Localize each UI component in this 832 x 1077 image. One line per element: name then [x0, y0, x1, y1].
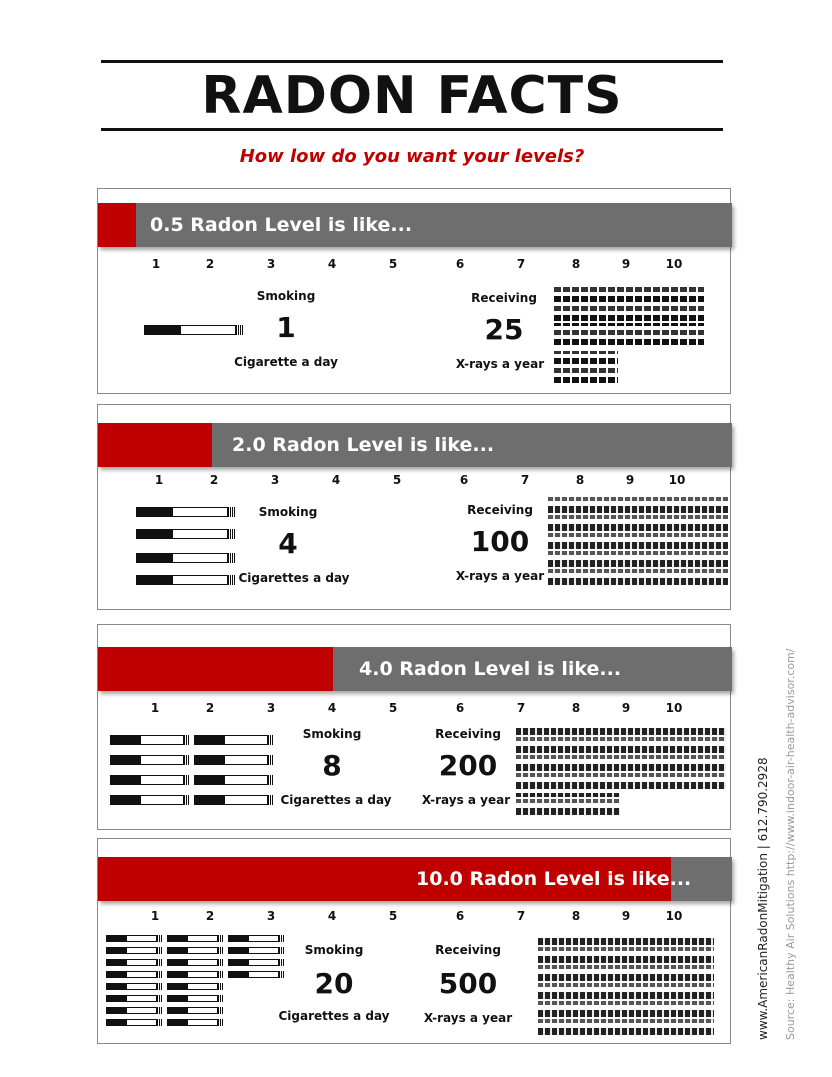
scale-number: 2 [205, 257, 215, 271]
xray-caption: X-rays a year [423, 1011, 513, 1025]
scale-number: 9 [625, 473, 635, 487]
scale-number: 6 [455, 701, 465, 715]
scale-number: 5 [392, 473, 402, 487]
cigarette-count: 8 [322, 749, 342, 782]
xray-caption: X-rays a year [421, 793, 511, 807]
contact-info: www.AmericanRadonMitigation | 612.790.2928 [756, 757, 770, 1040]
smoking-label: Smoking [304, 943, 364, 957]
receiving-label: Receiving [435, 943, 501, 957]
xray-count: 100 [470, 525, 530, 558]
cigarette-icon [167, 995, 223, 1002]
page-subtitle: How low do you want your levels? [239, 146, 585, 167]
scale-number: 4 [327, 257, 337, 271]
panel-level-0-5 [97, 188, 731, 394]
scale-number: 4 [327, 909, 337, 923]
scale-number: 3 [266, 701, 276, 715]
cigarette-icon [106, 1019, 162, 1026]
cigarette-icon [228, 971, 284, 978]
xray-people-icons [554, 323, 704, 347]
scale-number: 8 [571, 701, 581, 715]
cigarette-icon [106, 971, 162, 978]
cigarette-icon [194, 735, 274, 745]
panel-level-10-0 [97, 838, 731, 1044]
level-bar [98, 423, 732, 467]
level-bar [98, 857, 732, 901]
cigarette-icon [110, 735, 190, 745]
scale-number: 7 [520, 473, 530, 487]
scale-number: 9 [621, 701, 631, 715]
cigarette-icon [167, 947, 223, 954]
cigarette-icon [194, 755, 274, 765]
scale-number: 10 [665, 701, 683, 715]
scale-number: 3 [266, 909, 276, 923]
smoking-label: Smoking [256, 289, 316, 303]
scale-number: 10 [665, 909, 683, 923]
receiving-label: Receiving [471, 291, 537, 305]
xray-count: 200 [438, 749, 498, 782]
cigarette-icon [167, 935, 223, 942]
scale-number: 8 [571, 909, 581, 923]
cigarette-icon [110, 775, 190, 785]
cigarette-icon [136, 553, 236, 563]
cigarette-count: 20 [314, 967, 354, 1000]
cigarette-icon [106, 935, 162, 942]
cigarette-icon [106, 983, 162, 990]
cigarette-icon [167, 1007, 223, 1014]
scale-number: 1 [150, 909, 160, 923]
cigarette-icon [144, 325, 244, 335]
scale-number: 3 [266, 257, 276, 271]
cigarette-icon-grid [106, 935, 296, 1031]
scale-number: 6 [455, 909, 465, 923]
cigarette-count: 4 [278, 527, 298, 560]
scale-number: 3 [270, 473, 280, 487]
cigarette-icon [167, 971, 223, 978]
level-bar-fill [98, 203, 136, 247]
scale-number: 5 [388, 701, 398, 715]
cigarette-icon [167, 1019, 223, 1026]
receiving-label: Receiving [467, 503, 533, 517]
cigarette-icon [110, 755, 190, 765]
smoking-label: Smoking [302, 727, 362, 741]
receiving-label: Receiving [435, 727, 501, 741]
cigarette-count: 1 [276, 311, 296, 344]
scale-number: 7 [516, 909, 526, 923]
level-bar-label: 2.0 Radon Level is like... [232, 434, 495, 456]
scale-number: 10 [668, 473, 686, 487]
smoking-label: Smoking [258, 505, 318, 519]
top-rule [101, 60, 723, 63]
xray-people-icons [516, 793, 620, 817]
scale-number: 2 [205, 701, 215, 715]
cigarette-caption: Cigarettes a day [278, 1009, 390, 1023]
cigarette-icon [228, 935, 284, 942]
xray-people-icons [516, 725, 726, 791]
cigarette-icon [167, 959, 223, 966]
level-bar-label: 10.0 Radon Level is like... [416, 868, 692, 890]
scale-number: 10 [665, 257, 683, 271]
level-bar [98, 647, 732, 691]
cigarette-icon [106, 947, 162, 954]
level-bar-fill [98, 647, 333, 691]
scale-number: 5 [388, 909, 398, 923]
xray-count: 25 [484, 313, 524, 346]
page-title: RADON FACTS [201, 66, 623, 126]
scale-number: 1 [154, 473, 164, 487]
xray-people-icons [554, 285, 704, 323]
cigarette-icon [228, 947, 284, 954]
cigarette-caption: Cigarette a day [234, 355, 338, 369]
scale-number: 2 [205, 909, 215, 923]
cigarette-icon [106, 995, 162, 1002]
scale-number: 8 [575, 473, 585, 487]
xray-caption: X-rays a year [455, 569, 545, 583]
scale-number: 4 [331, 473, 341, 487]
cigarette-icon [136, 575, 236, 585]
scale-number: 9 [621, 257, 631, 271]
xray-people-icons [548, 497, 728, 587]
scale-number: 6 [459, 473, 469, 487]
source-credit: Source: Healthy Air Solutions http://www.indoor-air-health-advisor.com/ [784, 648, 797, 1040]
level-bar-label: 4.0 Radon Level is like... [359, 658, 622, 680]
level-bar-label: 0.5 Radon Level is like... [150, 214, 413, 236]
scale-number: 6 [455, 257, 465, 271]
cigarette-icon [167, 983, 223, 990]
scale-number: 4 [327, 701, 337, 715]
scale-number: 5 [388, 257, 398, 271]
scale-number: 2 [209, 473, 219, 487]
scale-number: 1 [150, 701, 160, 715]
cigarette-caption: Cigarettes a day [238, 571, 350, 585]
cigarette-icon [106, 1007, 162, 1014]
cigarette-icon [136, 529, 236, 539]
panel-level-4-0 [97, 624, 731, 830]
xray-people-icons [554, 351, 618, 385]
xray-people-icons [538, 933, 714, 1037]
cigarette-icon [136, 507, 236, 517]
scale-number: 1 [151, 257, 161, 271]
panel-level-2-0 [97, 404, 731, 610]
cigarette-icon [228, 959, 284, 966]
scale-number: 9 [621, 909, 631, 923]
cigarette-icon [110, 795, 190, 805]
xray-count: 500 [438, 967, 498, 1000]
cigarette-caption: Cigarettes a day [280, 793, 392, 807]
title-underline [101, 128, 723, 131]
scale-number: 7 [516, 257, 526, 271]
scale-number: 7 [516, 701, 526, 715]
cigarette-icon [194, 795, 274, 805]
scale-number: 8 [571, 257, 581, 271]
level-bar-fill [98, 423, 212, 467]
xray-caption: X-rays a year [455, 357, 545, 371]
level-bar [98, 203, 732, 247]
cigarette-icon [194, 775, 274, 785]
cigarette-icon [106, 959, 162, 966]
